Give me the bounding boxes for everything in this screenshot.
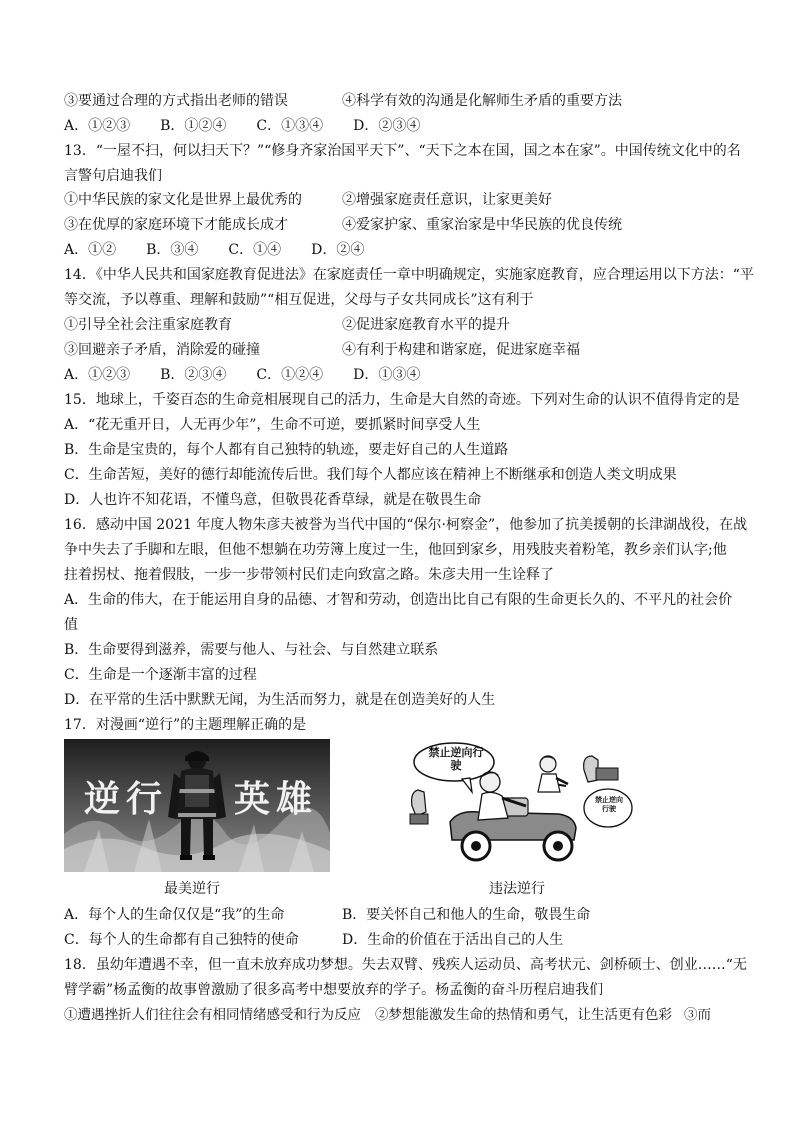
q16-option-c[interactable]: C．生命是一个逐渐丰富的过程 <box>64 667 257 683</box>
q18-statement-3: ③而 <box>684 1007 711 1023</box>
q18-statement-1: ①遭遇挫折人们往往会有相同情绪感受和行为反应 <box>64 1007 361 1023</box>
q18-stem-line-1: 18．虽幼年遭遇不幸，但一直未放弃成功梦想。失去双臂、残疾人运动员、高考状元、剑桥硕士、创业……“无 <box>64 957 747 973</box>
q16-option-a-line-1[interactable]: A．生命的伟大，在于能运用自身的品德、才智和劳动，创造出比自己有限的生命更长久的、不平凡的社会价 <box>64 592 733 608</box>
q17-option-a[interactable]: A．每个人的生命仅仅是“我”的生命 <box>64 907 285 923</box>
q16-option-b[interactable]: B．生命要得到滋养，需要与他人、与社会、与自然建立联系 <box>64 642 439 658</box>
q14-option-c[interactable]: C．①②④ <box>256 367 324 383</box>
q13-option-a[interactable]: A．①② <box>64 242 117 258</box>
speech-bubble-text-2: 禁止逆向行驶 <box>595 796 623 813</box>
q16-stem-line-2: 争中失去了手脚和左眼，但他不想躺在功劳簿上度过一生，他回到家乡，用残肢夹着粉笔，教乡亲们认字;他 <box>64 542 727 558</box>
q16-option-d[interactable]: D．在平常的生活中默默无闻，为生活而努力，就是在创造美好的人生 <box>64 692 496 708</box>
q12-option-d[interactable]: D．②③④ <box>353 118 421 134</box>
q14-options <box>64 365 450 385</box>
q17-option-c[interactable]: C．每个人的生命都有自己独特的使命 <box>64 932 299 948</box>
q14-option-d[interactable]: D．①③④ <box>353 367 421 383</box>
q12-statement-3: ③要通过合理的方式指出老师的错误 <box>64 93 288 109</box>
left-image-caption: 最美逆行 <box>164 881 220 897</box>
q12-statement-4: ④科学有效的沟通是化解师生矛盾的重要方法 <box>342 93 622 109</box>
q16-stem-line-1: 16．感动中国 2021 年度人物朱彦夫被誉为当代中国的“保尔·柯察金”，他参加了抗美援朝的长津湖战役，在战 <box>64 517 748 533</box>
q14-statement-1: ①引导全社会注重家庭教育 <box>64 317 232 333</box>
q15-option-b[interactable]: B．生命是宝贵的，每个人都有自己独特的轨迹，要走好自己的人生道路 <box>64 442 509 458</box>
q13-statement-1: ①中华民族的家文化是世界上最优秀的 <box>64 192 302 208</box>
q16-stem-line-3: 拄着拐杖、拖着假肢，一步一步带领村民们走向致富之路。朱彦夫用一生诠释了 <box>64 567 554 583</box>
q14-statement-4: ④有利于构建和谐家庭，促进家庭幸福 <box>342 342 580 358</box>
q15-option-a[interactable]: A．“花无重开日，人无再少年”，生命不可逆，要抓紧时间享受人生 <box>64 417 481 433</box>
q13-stem-line-1: 13．“一屋不扫，何以扫天下？”“修身齐家治国平天下”、“天下之本在国，国之本在家”。中国传统文化中的名 <box>64 143 741 159</box>
q13-statement-3: ③在优厚的家庭环境下才能成长成才 <box>64 217 288 233</box>
firefighter-image <box>64 739 330 872</box>
q13-option-c[interactable]: C．①④ <box>228 242 282 258</box>
q12-option-b[interactable]: B．①②④ <box>160 118 227 134</box>
q15-option-d[interactable]: D．人也许不知花语，不懂鸟意，但敬畏花香草绿，就是在敬畏生命 <box>64 492 482 508</box>
q14-statement-2: ②促进家庭教育水平的提升 <box>342 317 510 333</box>
q17-option-b[interactable]: B．要关怀自己和他人的生命，敬畏生命 <box>342 907 591 923</box>
banner-left-text: 逆行 <box>84 778 169 820</box>
right-image-caption: 违法逆行 <box>489 881 545 897</box>
q13-stem-line-2: 言警句启迪我们 <box>64 168 162 184</box>
q13-statement-2: ②增强家庭责任意识，让家更美好 <box>342 192 552 208</box>
q12-option-c[interactable]: C．①③④ <box>256 118 324 134</box>
q13-options <box>64 240 394 260</box>
wrong-way-cartoon <box>398 740 634 868</box>
q14-statement-3: ③回避亲子矛盾，消除爱的碰撞 <box>64 342 260 358</box>
q13-option-d[interactable]: D．②④ <box>311 242 365 258</box>
q17-stem: 17．对漫画“逆行”的主题理解正确的是 <box>64 717 307 733</box>
q18-statements <box>64 1005 711 1025</box>
q14-stem-line-2: 等交流，予以尊重、理解和鼓励”“相互促进，父母与子女共同成长”这有利于 <box>64 292 534 308</box>
q12-options <box>64 116 450 136</box>
q13-statement-4: ④爱家护家、重家治家是中华民族的优良传统 <box>342 217 622 233</box>
q18-stem-line-2: 臂学霸”杨孟衡的故事曾激励了很多高考中想要放弃的学子。杨孟衡的奋斗历程启迪我们 <box>64 982 604 998</box>
speech-bubble-text-1: 禁止逆向行驶 <box>428 746 484 772</box>
banner-right-text: 英雄 <box>234 778 319 820</box>
q14-option-a[interactable]: A．①②③ <box>64 367 131 383</box>
q18-statement-2: ②梦想能激发生命的热情和勇气，让生活更有色彩 <box>375 1007 672 1023</box>
q14-option-b[interactable]: B．②③④ <box>160 367 227 383</box>
q16-option-a-line-2: 值 <box>64 617 78 633</box>
q13-option-b[interactable]: B．③④ <box>146 242 199 258</box>
q15-option-c[interactable]: C．生命苦短，美好的德行却能流传后世。我们每个人都应该在精神上不断继承和创造人类文明成果 <box>64 467 677 483</box>
q17-option-d[interactable]: D．生命的价值在于活出自己的人生 <box>342 932 564 948</box>
q12-option-a[interactable]: A．①②③ <box>64 118 131 134</box>
q15-stem: 15．地球上，千姿百态的生命竞相展现自己的活力，生命是大自然的奇迹。下列对生命的认识不值得肯定的是 <box>64 392 740 408</box>
q14-stem-line-1: 14．《中华人民共和国家庭教育促进法》在家庭责任一章中明确规定，实施家庭教育，应合理运用以下方法：“平 <box>64 267 754 283</box>
